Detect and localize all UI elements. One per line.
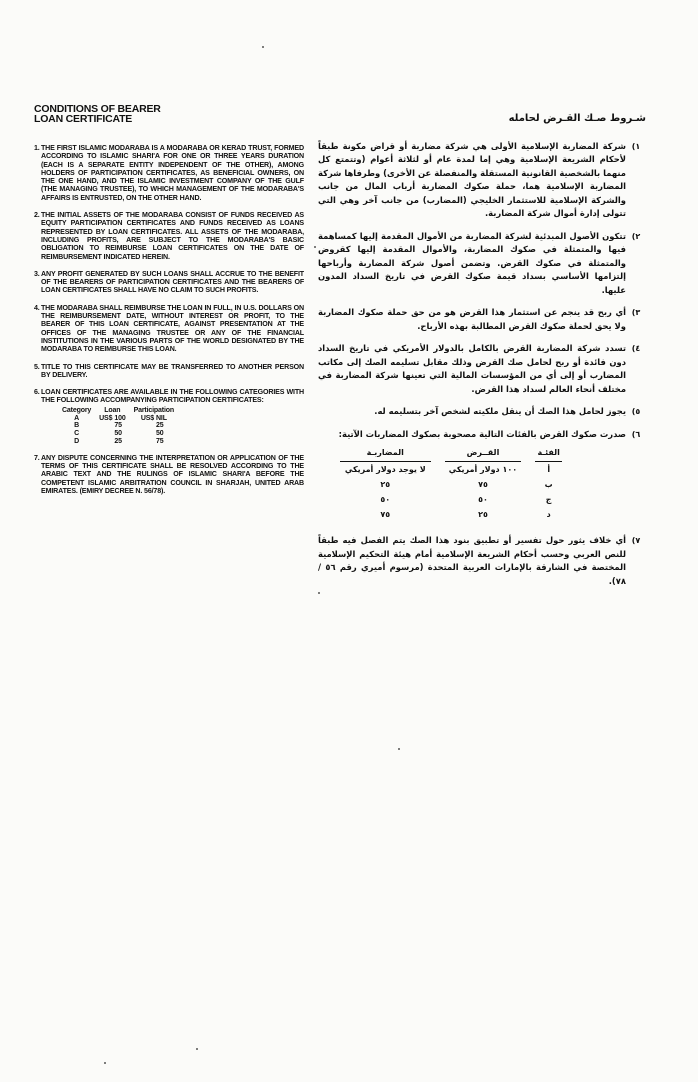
clause-number: 6.: [34, 388, 40, 397]
english-title-line1: CONDITIONS OF BEARER: [34, 103, 161, 115]
category-cell: ج: [545, 495, 552, 504]
english-clause-2: [34, 211, 304, 261]
clause-text: ANY PROFIT GENERATED BY SUCH LOANS SHALL ACCRUE TO THE BENEFIT OF THE BEARERS OF PARTICIPATION CERTIFICATES AND THE BEARERS OF LOAN CERTIFICATES SHALL HAVE NO CLAIM TO SUCH PROFITS.: [41, 269, 304, 295]
clause-number: ٢): [631, 231, 641, 241]
participation-cell: 25: [156, 422, 164, 430]
loan-cell: ٢٥: [478, 510, 488, 519]
participation-cell: NIL: [156, 414, 167, 422]
header-participation: المضاربـة: [340, 445, 431, 462]
arabic-category-table: [326, 445, 576, 522]
table-header-row: [340, 445, 562, 462]
english-clause-5: [34, 363, 304, 380]
scan-speck: [318, 592, 320, 594]
arabic-clause-7: [318, 534, 646, 588]
clause-number: ٧): [631, 536, 641, 545]
currency-cell: US$: [140, 414, 155, 422]
category-cell: D: [74, 437, 80, 445]
loan-cell: ٥٠: [478, 495, 488, 504]
currency-cell: US$: [99, 414, 113, 422]
clause-number: ٣): [631, 308, 641, 317]
clause-number: 4.: [34, 303, 40, 312]
header-participation: Participation: [133, 406, 175, 414]
loan-cell: ٧٥: [478, 480, 488, 489]
arabic-clause-1: [318, 140, 646, 221]
participation-cell: ٧٥: [380, 510, 391, 519]
clause-number: 1.: [34, 144, 40, 152]
table-row: [340, 507, 562, 522]
category-cell: C: [74, 430, 80, 438]
header-loan: Loan: [104, 406, 121, 414]
table-row: [340, 492, 562, 507]
clause-text: THE INITIAL ASSETS OF THE MODARABA CONSIST OF FUNDS RECEIVED AS EQUITY PARTICIPATION CERTIFICATES AND FUNDS RECEIVED AS LOANS REPRESENTED BY LOAN CERTIFICATES. ALL ASSETS OF THE MODARABA, INCLUDING PROFITS, ARE SUBJECT TO THE MODARABA'S BASIC OBLIGATION TO REIMBURSE LOAN CERTIFICATES ON THE DATE OF REIMBURSEMENT INDICATED HEREIN.: [41, 211, 304, 261]
category-cell: A: [74, 414, 80, 422]
clause-text: شركة المضاربة الإسلامية الأولى هي شركة مضاربة أو قراض مكونة طبقاً لأحكام الشريعة الإسلامية وهي إما لمدة عام أو لثلاثة أعوام (وتتمتع كل منهما بالشخصية القانونية المستقلة والمنفصلة عن الأخرى) وطرفاها شركة المضاربة الإسلامية هما، حملة صكوك المضاربة أرباب المال من جانب والشركة الإسلامية للاستثمار الخليجي (المضارب) من جانب آخر وهي التي تتولى إدارة أموال شركة المضاربة.: [318, 140, 626, 218]
arabic-clause-6: [318, 428, 646, 442]
english-title-line2: LOAN CERTIFICATE: [34, 113, 133, 125]
header-loan: القــرض: [445, 445, 522, 462]
scan-speck: [262, 46, 264, 48]
clause-number: ١): [631, 141, 641, 151]
clause-text: صدرت صكوك القرض بالفئات التالية مصحوبة بصكوك المضاربات الآتية:: [338, 428, 626, 439]
loan-cell: 25: [114, 437, 122, 445]
loan-cell: 50: [114, 430, 122, 438]
header-category: الفئـة: [535, 445, 562, 462]
participation-cell: ٥٠: [380, 495, 391, 504]
clause-text: LOAN CERTIFICATES ARE AVAILABLE IN THE FOLLOWING CATEGORIES WITH THE FOLLOWING ACCOMPANYING PARTICIPATION CERTIFICATES:: [41, 388, 304, 405]
table-row: [58, 430, 178, 438]
scan-speck: [196, 1048, 198, 1050]
clause-number: 2.: [34, 211, 40, 220]
english-clause-6: [34, 388, 304, 405]
category-cell: B: [74, 422, 80, 430]
table-row: [58, 422, 178, 430]
clause-number: ٦): [631, 429, 641, 439]
arabic-clause-4: [318, 342, 646, 396]
clause-text: THE FIRST ISLAMIC MODARABA IS A MODARABA OR KERAD TRUST, FORMED ACCORDING TO ISLAMIC SHARI'A FOR ONE OR THREE YEARS DURATION (EACH IS A SEPARATE ENTITY INDEPENDENT OF THE OTHER), AMONG HOLDERS OF PARTICIPATION CERTIFICATES, AS BENEFICIAL OWNERS, ON THE ONE HAND, AND THE ISLAMIC INVESTMENT COMPANY OF THE GULF (THE MANAGING TRUSTEE), TO WHICH MANAGEMENT OF THE MODARABA'S AFFAIRS IS ENTRUSTED, ON THE OTHER HAND.: [41, 144, 304, 202]
clause-text: تتكون الأصول المبدئية لشركة المضاربة من الأموال المقدمة إليها كمساهمة فيها والمتمثلة في صكوك المضاربة، والأموال المقدمة إليها كقروض والمتمثلة في صكوك القرض. وتضمن أصول شركة المضاربة وأرباحها إلتزامها الأساسي بسداد قيمة صكوك القرض في تاريخ السداد المدون عليها.: [318, 230, 626, 295]
participation-cell: 50: [156, 430, 164, 438]
table-row: [58, 415, 178, 423]
participation-cell: 75: [156, 437, 164, 445]
clause-text: يجوز لحامل هذا الصك أن ينقل ملكيته لشخص آخر بتسليمه له.: [374, 406, 626, 416]
scan-speck: [314, 246, 316, 248]
participation-cell: ٢٥: [380, 480, 391, 489]
clause-number: 3.: [34, 269, 40, 278]
english-category-table: [58, 407, 178, 446]
category-cell: د: [546, 510, 551, 519]
arabic-clause-5: [318, 405, 646, 419]
english-clause-4: [34, 304, 304, 354]
header-category: Category: [62, 406, 92, 414]
arabic-column: [318, 112, 646, 597]
clause-text: THE MODARABA SHALL REIMBURSE THE LOAN IN FULL, IN U.S. DOLLARS ON THE REIMBURSEMENT DATE, WITHOUT INTEREST OR PROFIT, TO THE BEARER OF THIS LOAN CERTIFICATE, AGAINST PRESENTATION AT THE OFFICES OF THE MANAGING TRUSTEE OR ANY OF THE FINANCIAL INSTITUTIONS IN THE VARIOUS PARTS OF THE WORLD DESIGNATED BY THE MODARABA TO REIMBURSE THIS LOAN.: [41, 303, 304, 354]
clause-number: ٥): [631, 407, 641, 416]
table-header-row: [58, 407, 178, 415]
scan-speck: [104, 1062, 106, 1064]
clause-text: ANY DISPUTE CONCERNING THE INTERPRETATION OR APPLICATION OF THE TERMS OF THIS CERTIFICATE SHALL BE RESOLVED ACCORDING TO THE ARABIC TEXT AND THE RULINGS OF ISLAMIC SHARI'A BEFORE THE COMPETENT ISLAMIC ARBITRATION COUNCIL IN SHARJAH, UNITED ARAB EMIRATES. (EMIRY DECREE N. 56/78).: [41, 453, 304, 495]
english-clause-7: [34, 454, 304, 495]
scan-speck: [398, 748, 400, 750]
table-row: [58, 438, 178, 446]
table-row: [340, 477, 562, 492]
clause-text: TITLE TO THIS CERTIFICATE MAY BE TRANSFERRED TO ANOTHER PERSON BY DELIVERY.: [41, 362, 304, 379]
clause-text: تسدد شركة المضاربة القرض بالكامل بالدولار الأمريكي في تاريخ السداد دون فائدة أو ربح لحامل صك القرض وذلك مقابل تسليمه الصك إلى مكاتب المضارب أو إلى أي من المؤسسات المالية التي تعينها شركة المضاربة في مختلف أنحاء العالم لسداد هذا القرض.: [318, 343, 626, 394]
clause-number: 7.: [34, 453, 40, 462]
table-row: [340, 462, 562, 477]
clause-text: أي خلاف يثور حول تفسير أو تطبيق بنود هذا الصك يتم الفصل فيه طبقاً للنص العربي وحسب أحكام الشريعة الإسلامية أمام هيئة التحكيم الإسلامية المختصة في الشارقة بالإمارات العربية المتحدة (مرسوم أميري رقم ٥٦ / ٧٨).: [318, 535, 626, 586]
arabic-clause-3: [318, 306, 646, 333]
participation-cell: لا يوجد دولار أمريكي: [344, 465, 426, 474]
clause-number: ٤): [631, 344, 641, 353]
english-clause-1: [34, 144, 304, 202]
clause-text: أي ربح قد ينجم عن استثمار هذا القرض هو من حق حملة صكوك المضاربة ولا يحق لحملة صكوك القرض المطالبة بهذه الأرباح.: [318, 307, 626, 331]
clause-number: 5.: [34, 362, 40, 371]
category-cell: أ: [547, 465, 551, 474]
loan-cell: 100: [114, 414, 126, 422]
loan-cell: 75: [114, 422, 122, 430]
arabic-clause-2: [318, 230, 646, 298]
english-title: [34, 104, 304, 124]
loan-cell: ١٠٠ دولار أمريكي: [448, 465, 518, 474]
english-clause-3: [34, 270, 304, 295]
english-column: [34, 104, 304, 504]
category-cell: ب: [544, 480, 553, 489]
arabic-title: شـروط صـك القـرض لحامله: [508, 113, 646, 124]
